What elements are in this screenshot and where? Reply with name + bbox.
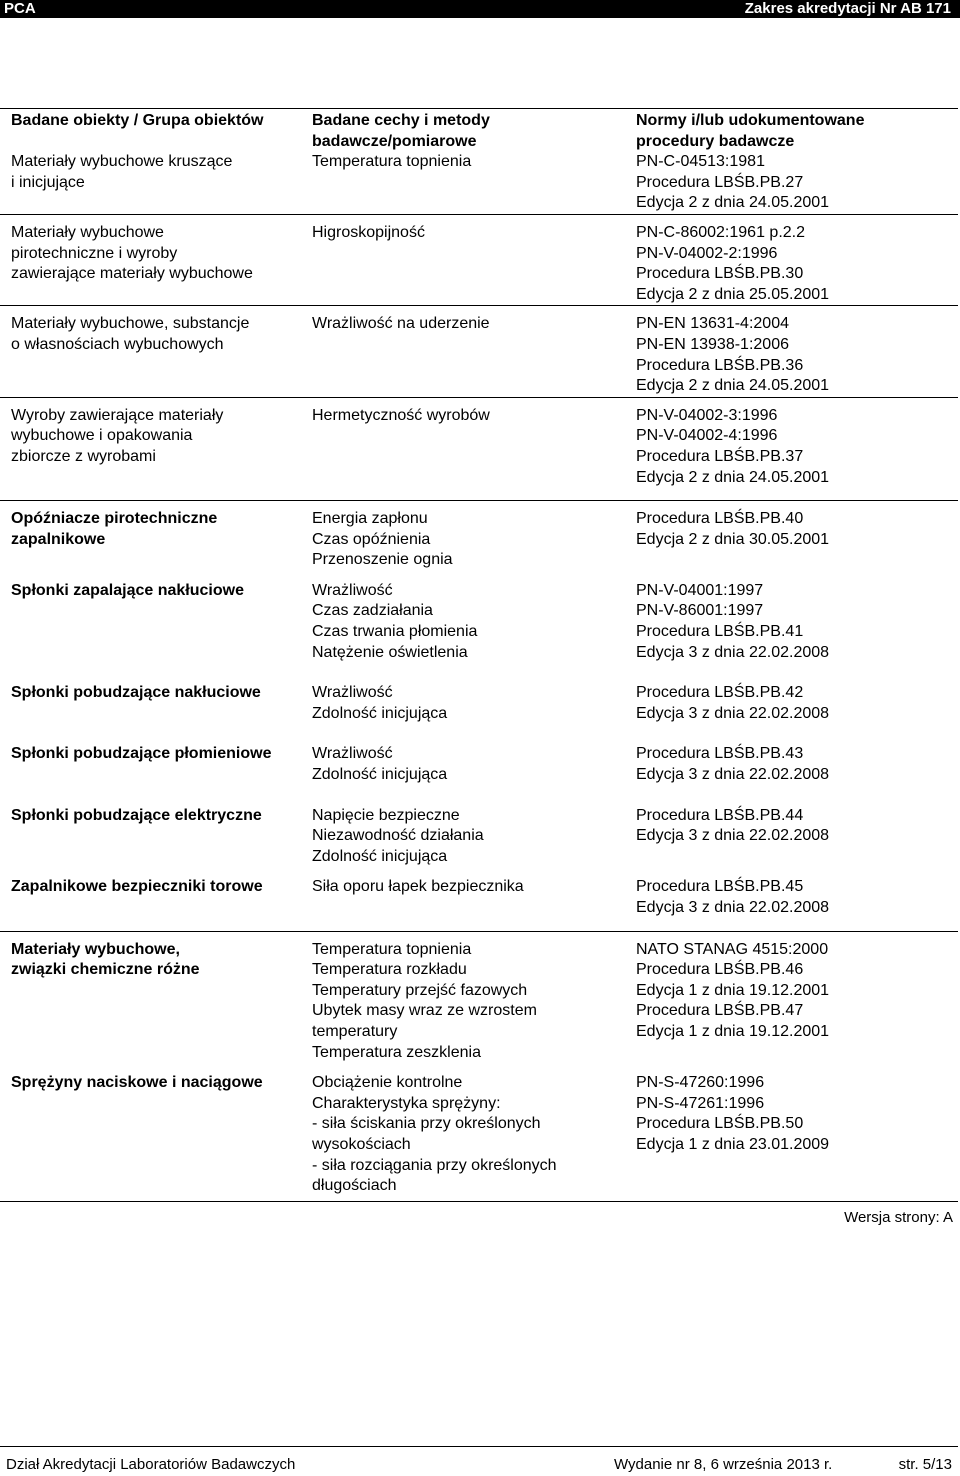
- cell-line: Edycja 3 z dnia 22.02.2008: [636, 704, 830, 722]
- cell-line: Zdolność inicjująca: [312, 704, 448, 722]
- footer-page-number: str. 5/13: [898, 1456, 952, 1473]
- cell-line: Zdolność inicjująca: [312, 847, 448, 865]
- features-cell: [312, 214, 636, 305]
- cell-line: PN-V-04001:1997: [636, 581, 764, 599]
- object-cell: [0, 931, 312, 1063]
- cell-line: Higroskopijność: [312, 223, 425, 241]
- object-cell: [0, 306, 312, 397]
- features-cell: [312, 867, 636, 931]
- page-header: [0, 0, 960, 18]
- cell-line: długościach: [312, 1177, 397, 1195]
- page-version: Wersja strony: A: [844, 1209, 953, 1226]
- table-row: [0, 931, 958, 1063]
- cell-line: Procedura LBŚB.PB.41: [636, 623, 804, 641]
- cell-line: Temperatura zeszklenia: [312, 1043, 481, 1061]
- table-row: [0, 571, 958, 663]
- cell-line: Niezawodność działania: [312, 827, 484, 845]
- footer-edition: Wydanie nr 8, 6 września 2013 r.: [614, 1456, 833, 1473]
- cell-line: Procedura LBŚB.PB.44: [636, 806, 804, 824]
- table-row: [0, 663, 958, 724]
- cell-line: Edycja 2 z dnia 30.05.2001: [636, 530, 830, 548]
- object-cell: [0, 501, 312, 571]
- cell-line: Procedura LBŚB.PB.27: [636, 173, 804, 191]
- cell-line: PN-C-04513:1981: [636, 153, 765, 171]
- cell-line: Zdolność inicjująca: [312, 766, 448, 784]
- cell-line: Ubytek masy wraz ze wzrostem: [312, 1002, 537, 1020]
- cell-line: Procedura LBŚB.PB.30: [636, 265, 804, 283]
- cell-line: Temperatura topnienia: [312, 153, 472, 171]
- column-header-objects: Badane obiekty / Grupa obiektów: [11, 112, 264, 129]
- table-row: [0, 397, 958, 500]
- cell-line: Edycja 2 z dnia 25.05.2001: [636, 285, 830, 303]
- table-row: [0, 214, 958, 305]
- cell-line: zawierające materiały wybuchowe: [11, 265, 253, 283]
- cell-line: - siła ściskania przy określonych: [312, 1115, 541, 1133]
- cell-line: Obciążenie kontrolne: [312, 1074, 463, 1092]
- features-cell: [312, 501, 636, 571]
- cell-line: Procedura LBŚB.PB.40: [636, 510, 804, 528]
- cell-line: NATO STANAG 4515:2000: [636, 940, 829, 958]
- table-header-row: [0, 109, 958, 153]
- norms-cell: [636, 501, 958, 571]
- cell-line: Wrażliwość: [312, 581, 393, 599]
- cell-line: PN-V-04002-3:1996: [636, 406, 778, 424]
- cell-line: Spłonki zapalające nakłuciowe: [11, 581, 244, 599]
- cell-line: PN-V-04002-2:1996: [636, 244, 778, 262]
- cell-line: Procedura LBŚB.PB.45: [636, 878, 804, 896]
- cell-line: związki chemiczne różne: [11, 961, 200, 979]
- cell-line: PN-S-47260:1996: [636, 1074, 765, 1092]
- cell-line: Materiały wybuchowe, substancje: [11, 315, 250, 333]
- norms-cell: [636, 663, 958, 724]
- cell-line: - siła rozciągania przy określonych: [312, 1156, 557, 1174]
- features-cell: [312, 1063, 636, 1201]
- accreditation-table: [0, 108, 958, 1202]
- cell-line: Edycja 3 z dnia 22.02.2008: [636, 766, 830, 784]
- norms-cell: [636, 867, 958, 931]
- table-row: [0, 724, 958, 785]
- cell-line: PN-EN 13631-4:2004: [636, 315, 789, 333]
- cell-line: wybuchowe i opakowania: [11, 427, 193, 445]
- cell-line: Procedura LBŚB.PB.43: [636, 745, 804, 763]
- cell-line: Wrażliwość: [312, 684, 393, 702]
- cell-line: Materiały wybuchowe kruszące: [11, 153, 233, 171]
- cell-line: zapalnikowe: [11, 530, 106, 548]
- cell-line: Siła oporu łapek bezpiecznika: [312, 878, 524, 896]
- cell-line: Spłonki pobudzające płomieniowe: [11, 745, 272, 763]
- table-row: [0, 152, 958, 214]
- table-row: [0, 501, 958, 571]
- cell-line: Edycja 3 z dnia 22.02.2008: [636, 643, 830, 661]
- cell-line: PN-S-47261:1996: [636, 1094, 765, 1112]
- table-row: [0, 867, 958, 931]
- header-right: Zakres akredytacji Nr AB 171: [744, 0, 951, 17]
- cell-line: Napięcie bezpieczne: [312, 806, 460, 824]
- cell-line: Energia zapłonu: [312, 510, 428, 528]
- cell-line: Spłonki pobudzające nakłuciowe: [11, 684, 261, 702]
- norms-cell: [636, 931, 958, 1063]
- cell-line: Edycja 1 z dnia 23.01.2009: [636, 1135, 830, 1153]
- table-row: [0, 306, 958, 397]
- norms-cell: [636, 152, 958, 214]
- cell-line: PN-V-86001:1997: [636, 602, 764, 620]
- cell-line: Wrażliwość: [312, 745, 393, 763]
- norms-cell: [636, 786, 958, 868]
- features-cell: [312, 931, 636, 1063]
- cell-line: Czas zadziałania: [312, 602, 433, 620]
- cell-line: Edycja 3 z dnia 22.02.2008: [636, 899, 830, 916]
- norms-cell: [636, 214, 958, 305]
- norms-cell: [636, 306, 958, 397]
- cell-line: Temperatura rozkładu: [312, 961, 467, 979]
- cell-line: Czas opóźnienia: [312, 530, 431, 548]
- features-cell: [312, 152, 636, 214]
- column-header-norms: Normy i/lub udokumentowane procedury badawcze: [636, 112, 865, 150]
- object-cell: [0, 571, 312, 663]
- object-cell: [0, 1063, 312, 1201]
- cell-line: PN-V-04002-4:1996: [636, 427, 778, 445]
- cell-line: Materiały wybuchowe,: [11, 940, 180, 958]
- cell-line: Temperatura topnienia: [312, 940, 472, 958]
- cell-line: Spłonki pobudzające elektryczne: [11, 806, 262, 824]
- cell-line: Edycja 2 z dnia 24.05.2001: [636, 468, 830, 486]
- cell-line: zbiorcze z wyrobami: [11, 447, 156, 465]
- cell-line: Edycja 1 z dnia 19.12.2001: [636, 981, 830, 999]
- object-cell: [0, 724, 312, 785]
- cell-line: PN-EN 13938-1:2006: [636, 335, 789, 353]
- accreditation-table-body: [0, 109, 958, 1202]
- object-cell: [0, 214, 312, 305]
- object-cell: [0, 663, 312, 724]
- cell-line: Zapalnikowe bezpieczniki torowe: [11, 878, 263, 896]
- cell-line: Wrażliwość na uderzenie: [312, 315, 490, 333]
- table-row: [0, 1063, 958, 1201]
- table-row: [0, 786, 958, 868]
- norms-cell: [636, 724, 958, 785]
- header-left: PCA: [4, 0, 36, 17]
- cell-line: Przenoszenie ognia: [312, 551, 453, 569]
- cell-line: o własnościach wybuchowych: [11, 335, 224, 353]
- cell-line: Edycja 1 z dnia 19.12.2001: [636, 1022, 830, 1040]
- object-cell: [0, 786, 312, 868]
- cell-line: Edycja 2 z dnia 24.05.2001: [636, 194, 830, 212]
- features-cell: [312, 724, 636, 785]
- cell-line: i inicjujące: [11, 173, 85, 191]
- object-cell: [0, 152, 312, 214]
- cell-line: Edycja 3 z dnia 22.02.2008: [636, 827, 830, 845]
- features-cell: [312, 571, 636, 663]
- cell-line: Procedura LBŚB.PB.42: [636, 684, 804, 702]
- norms-cell: [636, 1063, 958, 1201]
- norms-cell: [636, 397, 958, 500]
- object-cell: [0, 867, 312, 931]
- features-cell: [312, 397, 636, 500]
- footer-divider: [0, 1446, 958, 1447]
- features-cell: [312, 306, 636, 397]
- cell-line: Procedura LBŚB.PB.37: [636, 447, 804, 465]
- cell-line: Procedura LBŚB.PB.46: [636, 961, 804, 979]
- cell-line: Hermetyczność wyrobów: [312, 406, 490, 424]
- cell-line: Temperatury przejść fazowych: [312, 981, 528, 999]
- cell-line: pirotechniczne i wyroby: [11, 244, 178, 262]
- cell-line: Wyroby zawierające materiały: [11, 406, 224, 424]
- cell-line: Procedura LBŚB.PB.47: [636, 1002, 804, 1020]
- cell-line: Czas trwania płomienia: [312, 623, 478, 641]
- cell-line: wysokościach: [312, 1135, 411, 1153]
- norms-cell: [636, 571, 958, 663]
- cell-line: Procedura LBŚB.PB.36: [636, 356, 804, 374]
- cell-line: Edycja 2 z dnia 24.05.2001: [636, 377, 830, 395]
- cell-line: Opóźniacze pirotechniczne: [11, 510, 218, 528]
- cell-line: PN-C-86002:1961 p.2.2: [636, 223, 805, 241]
- object-cell: [0, 397, 312, 500]
- features-cell: [312, 786, 636, 868]
- cell-line: Sprężyny naciskowe i naciągowe: [11, 1074, 263, 1092]
- cell-line: Charakterystyka sprężyny:: [312, 1094, 501, 1112]
- cell-line: temperatury: [312, 1022, 398, 1040]
- cell-line: Procedura LBŚB.PB.50: [636, 1115, 804, 1133]
- cell-line: Materiały wybuchowe: [11, 223, 164, 241]
- footer-department: Dział Akredytacji Laboratoriów Badawczych: [6, 1456, 296, 1473]
- column-header-features: Badane cechy i metody badawcze/pomiarowe: [312, 112, 490, 150]
- cell-line: Natężenie oświetlenia: [312, 643, 468, 661]
- features-cell: [312, 663, 636, 724]
